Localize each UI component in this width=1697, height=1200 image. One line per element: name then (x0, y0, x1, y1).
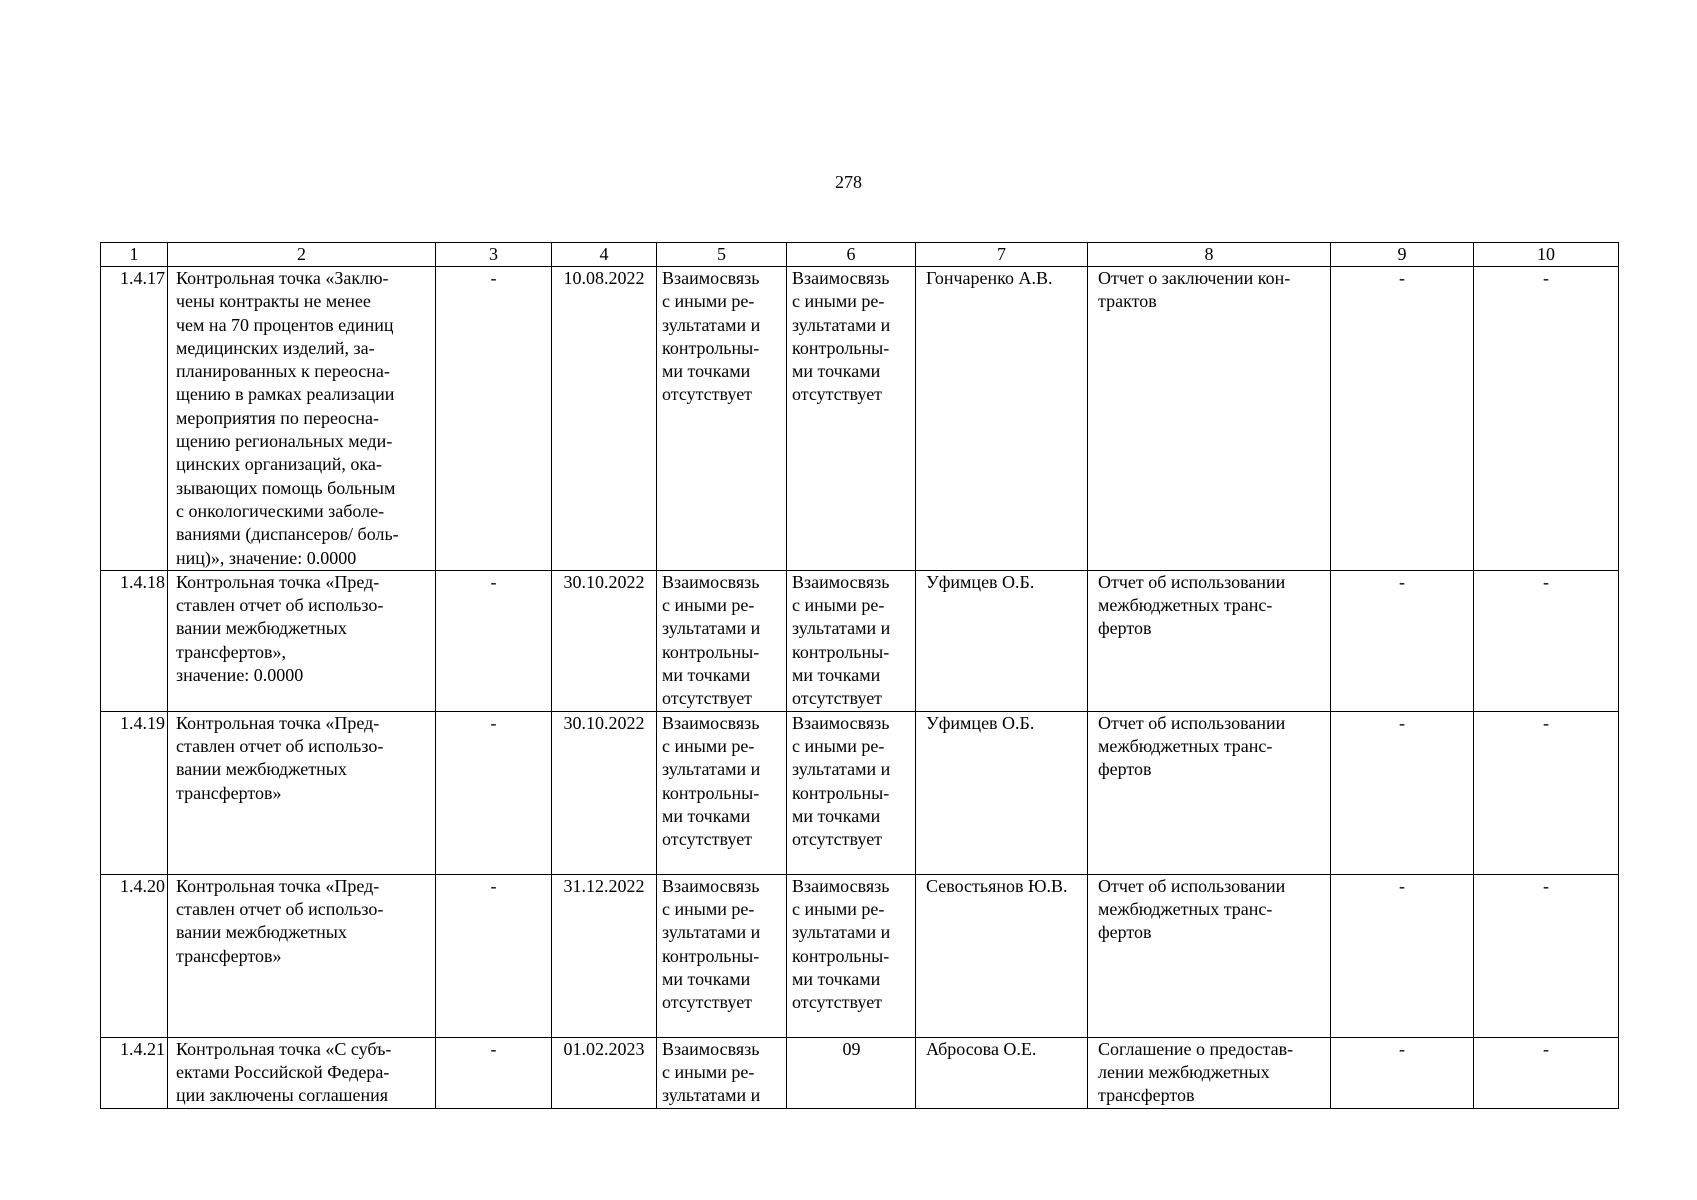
responsible-person: Гончаренко А.В. (916, 267, 1088, 571)
row-number: 1.4.19 (101, 711, 168, 874)
row-number: 1.4.20 (101, 874, 168, 1037)
table-row (101, 874, 1619, 1037)
column-9-value: - (1331, 570, 1474, 711)
column-number: 10 (1474, 243, 1619, 267)
control-point-description: Контрольная точка «С субъ- ектами Российской Федера- ции заключены соглашения (168, 1037, 436, 1108)
column-5-value: Взаимосвязь с иными ре- зультатами и (657, 1037, 787, 1108)
table-row (101, 267, 1619, 571)
due-date: 10.08.2022 (552, 267, 657, 571)
column-number: 3 (436, 243, 552, 267)
row-number: 1.4.17 (101, 267, 168, 571)
column-10-value: - (1474, 874, 1619, 1037)
due-date: 31.12.2022 (552, 874, 657, 1037)
page-number: 278 (835, 172, 862, 192)
column-5-value: Взаимосвязь с иными ре- зультатами и контрольны- ми точками отсутствует (657, 267, 787, 571)
column-3-value: - (436, 570, 552, 711)
control-points-table (100, 242, 1619, 1109)
row-number: 1.4.18 (101, 570, 168, 711)
column-number: 2 (168, 243, 436, 267)
column-3-value: - (436, 267, 552, 571)
column-5-value: Взаимосвязь с иными ре- зультатами и контрольны- ми точками отсутствует (657, 874, 787, 1037)
column-number: 9 (1331, 243, 1474, 267)
column-10-value: - (1474, 1037, 1619, 1108)
column-6-value: Взаимосвязь с иными ре- зультатами и контрольны- ми точками отсутствует (787, 874, 916, 1037)
report-document: Отчет об использовании межбюджетных транс- фертов (1088, 570, 1331, 711)
column-number: 4 (552, 243, 657, 267)
responsible-person: Севостьянов Ю.В. (916, 874, 1088, 1037)
column-9-value: - (1331, 711, 1474, 874)
table-row (101, 1037, 1619, 1108)
column-number: 7 (916, 243, 1088, 267)
column-9-value: - (1331, 1037, 1474, 1108)
column-3-value: - (436, 874, 552, 1037)
control-point-description: Контрольная точка «Пред- ставлен отчет об использо- вании межбюджетных трансфертов» (168, 874, 436, 1037)
control-point-description: Контрольная точка «Пред- ставлен отчет об использо- вании межбюджетных трансфертов», значение: 0.0000 (168, 570, 436, 711)
report-document: Отчет об использовании межбюджетных транс- фертов (1088, 711, 1331, 874)
column-number: 6 (787, 243, 916, 267)
column-6-value: Взаимосвязь с иными ре- зультатами и контрольны- ми точками отсутствует (787, 570, 916, 711)
due-date: 30.10.2022 (552, 711, 657, 874)
column-10-value: - (1474, 267, 1619, 571)
table-row (101, 711, 1619, 874)
control-point-description: Контрольная точка «Пред- ставлен отчет об использо- вании межбюджетных трансфертов» (168, 711, 436, 874)
column-6-value: 09 (787, 1037, 916, 1108)
responsible-person: Абросова О.Е. (916, 1037, 1088, 1108)
column-5-value: Взаимосвязь с иными ре- зультатами и контрольны- ми точками отсутствует (657, 570, 787, 711)
responsible-person: Уфимцев О.Б. (916, 570, 1088, 711)
column-number-row (101, 243, 1619, 267)
due-date: 30.10.2022 (552, 570, 657, 711)
column-9-value: - (1331, 267, 1474, 571)
report-document: Соглашение о предостав- лении межбюджетных трансфертов (1088, 1037, 1331, 1108)
column-6-value: Взаимосвязь с иными ре- зультатами и контрольны- ми точками отсутствует (787, 267, 916, 571)
column-3-value: - (436, 711, 552, 874)
row-number: 1.4.21 (101, 1037, 168, 1108)
report-document: Отчет о заключении кон- трактов (1088, 267, 1331, 571)
report-document: Отчет об использовании межбюджетных транс- фертов (1088, 874, 1331, 1037)
column-number: 8 (1088, 243, 1331, 267)
column-number: 5 (657, 243, 787, 267)
due-date: 01.02.2023 (552, 1037, 657, 1108)
responsible-person: Уфимцев О.Б. (916, 711, 1088, 874)
column-5-value: Взаимосвязь с иными ре- зультатами и контрольны- ми точками отсутствует (657, 711, 787, 874)
column-10-value: - (1474, 711, 1619, 874)
column-6-value: Взаимосвязь с иными ре- зультатами и контрольны- ми точками отсутствует (787, 711, 916, 874)
control-point-description: Контрольная точка «Заклю- чены контракты не менее чем на 70 процентов единиц медицинских изделий, за- планированных к переосна- щению в рамках реализации мероприятия по переосна- щению региональных меди- цинских организаций, ока- зывающих помощь больным с онкологическими заболе- ваниями (диспансеров/ боль- ниц)», значение: 0.0000 (168, 267, 436, 571)
column-3-value: - (436, 1037, 552, 1108)
column-9-value: - (1331, 874, 1474, 1037)
table-row (101, 570, 1619, 711)
column-10-value: - (1474, 570, 1619, 711)
column-number: 1 (101, 243, 168, 267)
